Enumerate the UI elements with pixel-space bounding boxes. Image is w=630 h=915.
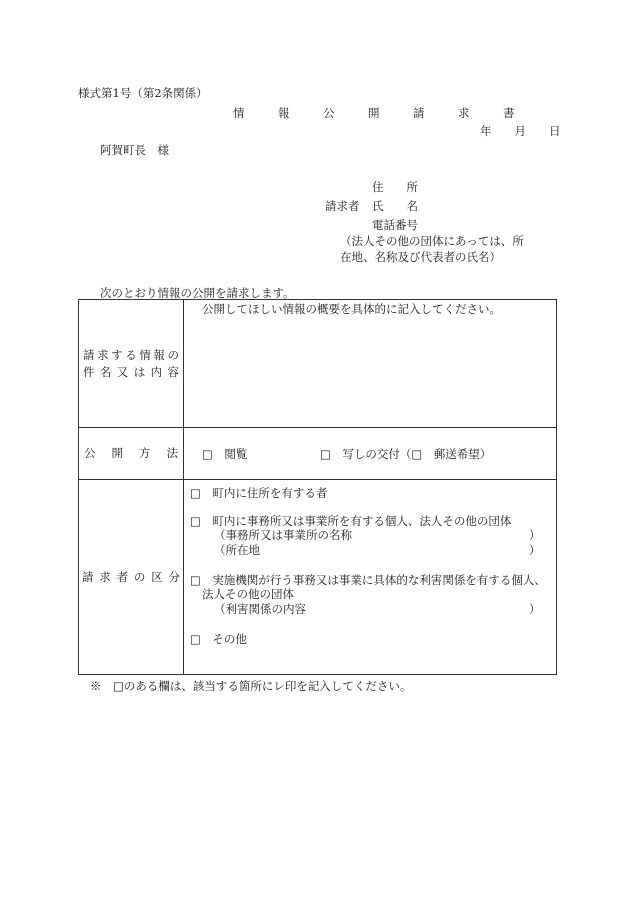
requested-info-label-line1: 請求する情報の: [83, 347, 179, 362]
disclosure-method-label-text: 公開方法: [84, 446, 178, 460]
disclosure-method-field: [184, 428, 557, 480]
office-location-field[interactable]: （所在地: [214, 543, 260, 557]
requester-category-field: [184, 480, 557, 675]
page-title: 情 報 公 開 請 求 書: [233, 106, 526, 120]
interest-details-close: ）: [529, 602, 541, 616]
requester-note-line2: 在地、名称及び代表者の氏名）: [340, 250, 501, 264]
addressee: 阿賀町長 様: [100, 143, 169, 157]
office-name-close: ）: [529, 528, 541, 542]
interest-details-field[interactable]: （利害関係の内容: [214, 602, 306, 616]
requester-category-label-text: 請求者の区分: [82, 569, 180, 584]
requester-role-label: 請求者: [325, 199, 360, 213]
category-resident-checkbox[interactable]: □ 町内に住所を有する者: [190, 486, 328, 500]
request-form-table: [78, 299, 557, 675]
requested-info-label-line2: 件名又は内容: [83, 364, 179, 379]
category-office-checkbox[interactable]: □ 町内に事務所又は事業所を有する個人、法人その他の団体: [190, 514, 512, 528]
requested-info-label: [79, 300, 184, 428]
requested-info-instruction: 公開してほしい情報の概要を具体的に記入してください。: [202, 302, 501, 316]
name-label: 氏 名: [372, 199, 418, 213]
requester-category-label: [79, 480, 184, 675]
table-row-requester-category: [79, 480, 557, 675]
intro-text: 次のとおり情報の公開を請求します。: [100, 286, 295, 300]
disclosure-method-label: [79, 428, 184, 480]
category-interested-party-checkbox[interactable]: □ 実施機関が行う事務又は事業に具体的な利害関係を有する個人、: [190, 573, 546, 587]
phone-label: 電話番号: [372, 218, 418, 232]
option-copy-checkbox[interactable]: □ 写しの交付（□ 郵送希望）: [320, 447, 492, 461]
address-label: 住 所: [372, 180, 418, 194]
footnote: ※ □のある欄は、該当する箇所にレ印を記入してください。: [90, 679, 412, 693]
office-location-close: ）: [529, 543, 541, 557]
table-row-disclosure-method: [79, 428, 557, 480]
date-line: 年 月 日: [480, 124, 561, 138]
category-interested-party-line2: 法人その他の団体: [202, 587, 294, 601]
requester-note-line1: （法人その他の団体にあっては、所: [340, 234, 524, 248]
table-row-requested-info: [79, 300, 557, 428]
requested-info-field[interactable]: [184, 300, 557, 428]
option-inspection-checkbox[interactable]: □ 閲覧: [202, 447, 248, 461]
office-name-field[interactable]: （事務所又は事業所の名称: [214, 528, 352, 542]
form-number: 様式第1号（第2条関係）: [78, 86, 208, 100]
category-other-checkbox[interactable]: □ その他: [190, 632, 247, 646]
